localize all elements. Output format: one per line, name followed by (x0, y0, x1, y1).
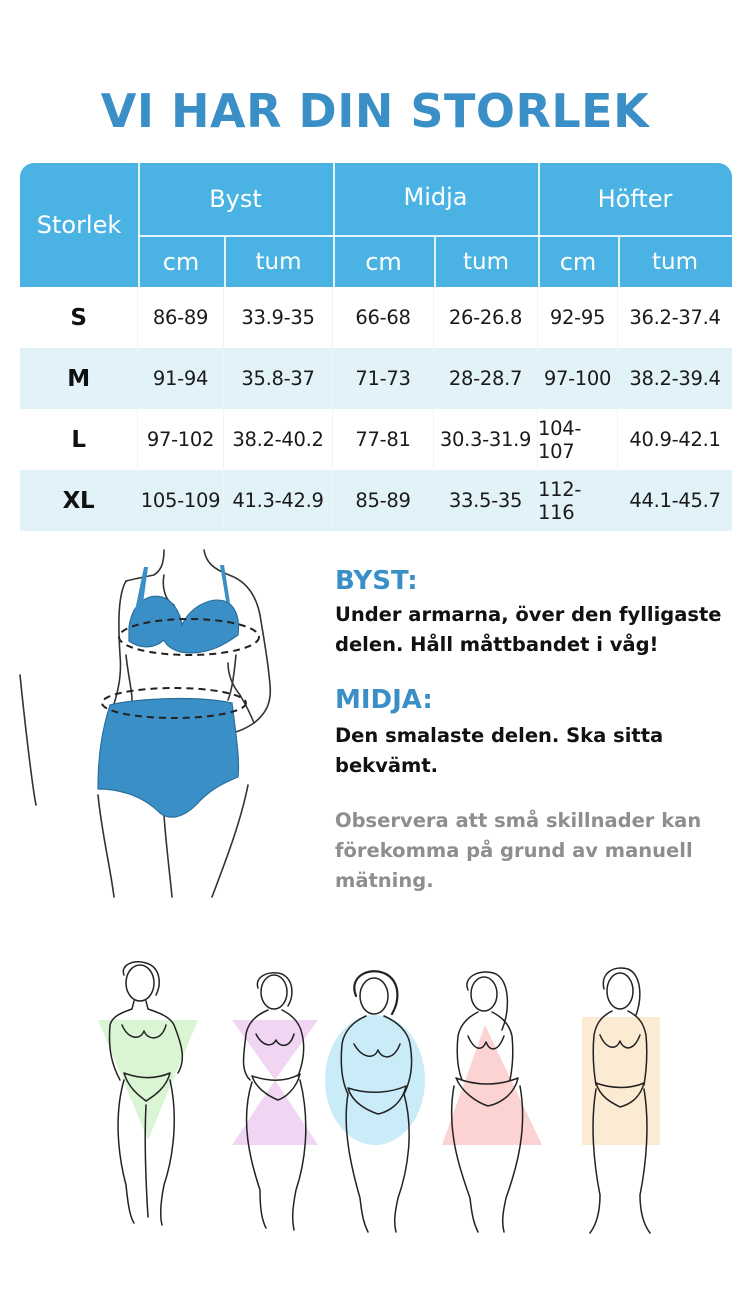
table-cell: 30.3-31.9 (434, 409, 538, 470)
table-cell: 86-89 (138, 287, 224, 348)
table-cell: 41.3-42.9 (224, 470, 333, 531)
size-table (20, 163, 732, 531)
table-cell: 33.9-35 (224, 287, 333, 348)
table-cell: 104-107 (538, 409, 618, 470)
bust-header: Byst (209, 185, 262, 213)
table-cell: 28-28.7 (434, 348, 538, 409)
unit-header: cm (365, 248, 402, 276)
table-cell: 85-89 (333, 470, 434, 531)
note-line-2: förekomma på grund av manuell (335, 839, 693, 862)
table-cell: 105-109 (138, 470, 224, 531)
size-cell: S (20, 287, 138, 348)
table-cell: 66-68 (333, 287, 434, 348)
table-cell: 91-94 (138, 348, 224, 409)
table-cell: 97-100 (538, 348, 618, 409)
size-column-header: Storlek (36, 211, 122, 239)
note-line-3: mätning. (335, 869, 434, 892)
note-line-1: Observera att små skillnader kan (335, 809, 702, 832)
bust-line-1: Under armarna, över den fylligaste (335, 603, 722, 626)
table-header (20, 163, 732, 287)
table-cell: 35.8-37 (224, 348, 333, 409)
page-title: VI HAR DIN STORLEK (100, 84, 650, 138)
table-cell: 38.2-40.2 (224, 409, 333, 470)
measurement-figure-illustration (14, 545, 314, 900)
v-shape-icon (98, 1020, 198, 1140)
table-cell: 26-26.8 (434, 287, 538, 348)
waist-heading: MIDJA: (335, 685, 433, 715)
table-row (20, 287, 732, 348)
size-cell: M (20, 348, 138, 409)
waist-line-2: bekvämt. (335, 754, 439, 777)
unit-header: cm (559, 248, 597, 276)
table-row (20, 348, 732, 409)
bust-heading: BYST: (335, 566, 418, 596)
table-cell: 92-95 (538, 287, 618, 348)
table-cell: 77-81 (333, 409, 434, 470)
unit-header: tum (652, 249, 698, 275)
table-cell: 112-116 (538, 470, 618, 531)
table-cell: 38.2-39.4 (629, 367, 721, 390)
bust-line-2: delen. Håll måttbandet i våg! (335, 633, 659, 656)
body-shapes-illustration (90, 955, 680, 1240)
table-row (20, 470, 732, 531)
table-cell: 33.5-35 (434, 470, 538, 531)
hips-header: Höfter (597, 185, 673, 213)
table-cell: 97-102 (138, 409, 224, 470)
unit-header: tum (463, 249, 509, 275)
table-cell: 44.1-45.7 (629, 489, 721, 512)
waist-header: Midja (403, 183, 468, 211)
unit-header: tum (255, 249, 302, 275)
table-row (20, 409, 732, 470)
waist-line-1: Den smalaste delen. Ska sitta (335, 724, 664, 747)
table-cell: 40.9-42.1 (629, 428, 721, 451)
table-cell: 36.2-37.4 (629, 306, 721, 329)
table-cell: 71-73 (333, 348, 434, 409)
unit-header: cm (162, 248, 200, 276)
size-cell: XL (20, 470, 138, 531)
size-cell: L (20, 409, 138, 470)
